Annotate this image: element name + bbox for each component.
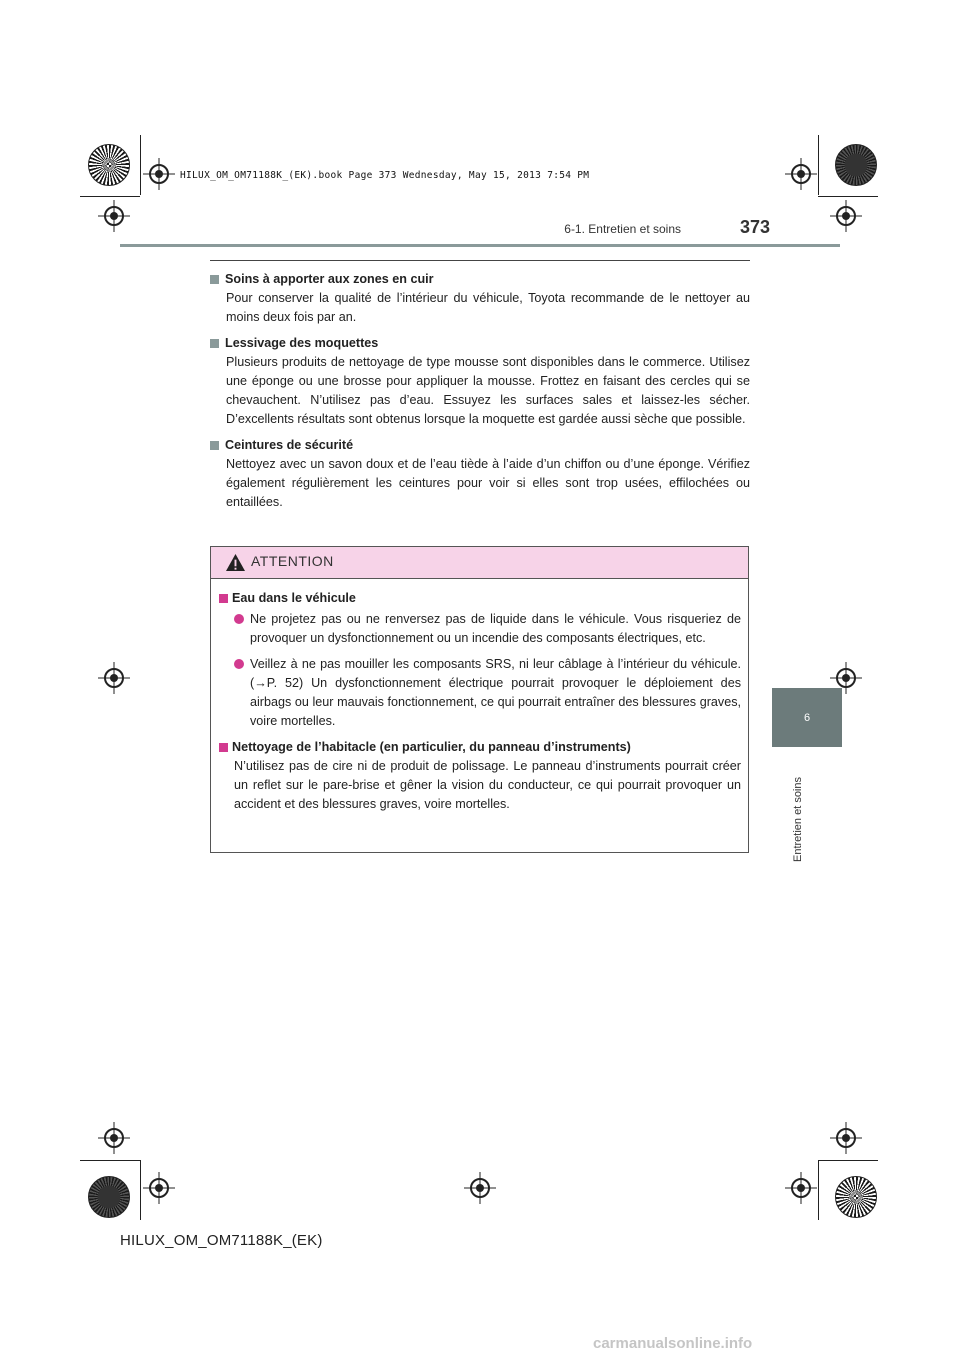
caution-bullet-text: Veillez à ne pas mouiller les composants SRS, ni leur câblage à l’intérieur du véhicule. (→P. 52) Un dysfonctionnement électrique pourrait provoquer le déploiement des airbags ou leur mauvais fonctionnement, ce qui pourrait entraîner des blessures graves, voire mortelles. — [250, 657, 741, 728]
caution-body — [211, 579, 748, 814]
chapter-tab-label: Entretien et soins — [792, 777, 804, 862]
manual-code-footer: HILUX_OM_OM71188K_(EK) — [120, 1232, 323, 1249]
section-title: Soins à apporter aux zones en cuir — [225, 272, 434, 286]
square-bullet-icon — [210, 441, 219, 450]
header-section-title: 6-1. Entretien et soins — [564, 222, 681, 236]
square-bullet-icon — [210, 339, 219, 348]
main-content — [210, 270, 750, 519]
caution-item-title: Eau dans le véhicule — [232, 591, 356, 605]
caution-title: ATTENTION — [251, 553, 334, 569]
registration-mark-icon — [830, 200, 862, 232]
header-rule — [120, 244, 840, 247]
caution-bullet-text: Ne projetez pas ou ne renversez pas de liquide dans le véhicule. Vous risqueriez de provoquer un dysfonctionnement ou un incendie des composants électriques, etc. — [250, 612, 741, 645]
chapter-tab-number: 6 — [803, 712, 811, 724]
square-bullet-icon — [219, 594, 228, 603]
registration-mark-icon — [143, 1172, 175, 1204]
print-rosette-top-right — [835, 144, 877, 186]
registration-mark-icon — [785, 1172, 817, 1204]
section-title: Ceintures de sécurité — [225, 438, 354, 452]
registration-mark-icon — [98, 200, 130, 232]
crop-mark — [140, 1160, 141, 1220]
crop-mark — [80, 196, 140, 197]
registration-mark-icon — [98, 662, 130, 694]
watermark: carmanualsonline.info — [593, 1335, 753, 1352]
square-bullet-icon — [219, 743, 228, 752]
crop-mark — [818, 1160, 878, 1161]
caution-item-dashboard — [219, 738, 741, 814]
page-number: 373 — [740, 217, 771, 237]
circle-bullet-icon — [234, 659, 244, 669]
print-rosette-top-left — [88, 144, 130, 186]
crop-mark — [140, 135, 141, 195]
registration-mark-icon — [830, 1122, 862, 1154]
circle-bullet-icon — [234, 614, 244, 624]
crop-mark — [818, 1160, 819, 1220]
crop-mark — [80, 1160, 140, 1161]
registration-mark-icon — [464, 1172, 496, 1204]
section-body: Nettoyez avec un savon doux et de l’eau tiède à l’aide d’un chiffon ou d’une éponge. Vérifiez également régulièrement les ceintures pour voir si elles sont trop usées, effilochées ou entaillées. — [226, 457, 750, 509]
section-body: Pour conserver la qualité de l’intérieur du véhicule, Toyota recommande de le nettoyer au moins deux fois par an. — [226, 291, 750, 324]
print-rosette-bottom-left — [88, 1176, 130, 1218]
square-bullet-icon — [210, 275, 219, 284]
section-carpet-cleaning — [210, 334, 750, 429]
crop-mark — [818, 135, 819, 195]
print-rosette-bottom-right — [835, 1176, 877, 1218]
section-leather-care — [210, 270, 750, 327]
content-rule — [210, 260, 750, 261]
caution-box — [210, 546, 749, 853]
caution-header — [211, 547, 748, 579]
caution-item-title: Nettoyage de l’habitacle (en particulier, du panneau d’instruments) — [232, 740, 631, 754]
crop-mark — [818, 196, 878, 197]
caution-item-water — [219, 589, 741, 731]
registration-mark-icon — [785, 158, 817, 190]
section-seat-belts — [210, 436, 750, 512]
registration-mark-icon — [143, 158, 175, 190]
section-body: Plusieurs produits de nettoyage de type mousse sont disponibles dans le commerce. Utilisez une éponge ou une brosse pour appliquer la mousse. Frottez en faisant des cercles qui se chevauchent. N’utilisez pas d’eau. Essuyez les surfaces sales et laissez-les sécher. D’excellents résultats sont obtenus lorsque la moquette est gardée aussi sèche que possible. — [226, 355, 750, 426]
caution-item-body: N’utilisez pas de cire ni de produit de polissage. Le panneau d’instruments pourrait créer un reflet sur le pare-brise et gêner la vision du conducteur, ce qui pourrait provoquer un accident et des blessures graves, voire mortelles. — [234, 759, 741, 811]
warning-triangle-icon — [225, 553, 246, 572]
print-info-line: HILUX_OM_OM71188K_(EK).book Page 373 Wednesday, May 15, 2013 7:54 PM — [180, 170, 590, 181]
section-title: Lessivage des moquettes — [225, 336, 379, 350]
registration-mark-icon — [98, 1122, 130, 1154]
